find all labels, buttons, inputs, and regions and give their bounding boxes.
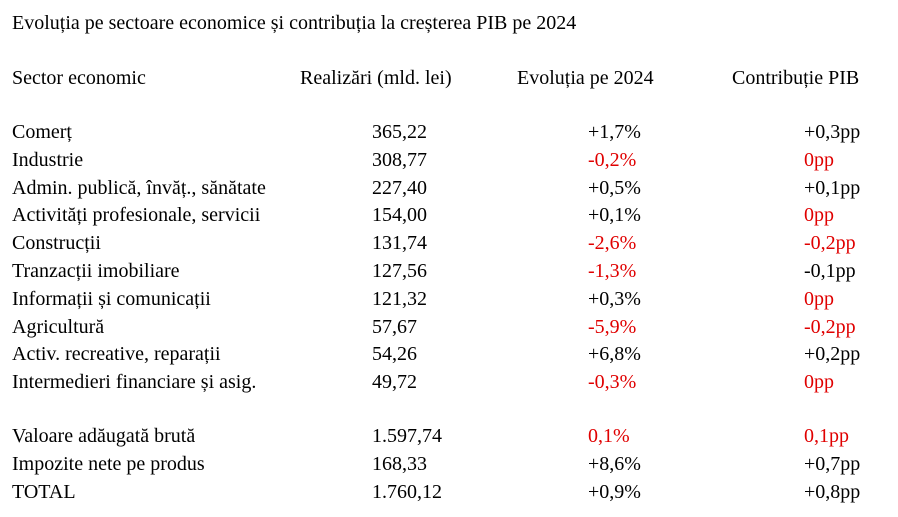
evolutia-cell: +0,3% [588, 287, 641, 310]
contributie-cell: +0,1pp [804, 176, 861, 199]
total-row [0, 478, 898, 506]
sector-name-cell: Activ. recreative, reparații [12, 343, 221, 366]
contributie-cell: 0pp [804, 287, 834, 310]
evolutia-cell: -1,3% [588, 260, 637, 282]
contributie-cell: +0,7pp [804, 452, 861, 475]
sector-row [0, 340, 898, 368]
sector-name-cell: Valoare adăugată brută [12, 425, 196, 447]
contributie-cell: 0pp [804, 204, 834, 227]
total-row [0, 450, 898, 478]
realizari-cell: 127,56 [372, 260, 427, 282]
contributie-cell: 0pp [804, 148, 834, 171]
sector-name-cell: Comerț [12, 121, 72, 143]
evolutia-cell: -5,9% [588, 315, 637, 338]
realizari-cell: 131,74 [372, 232, 427, 255]
contributie-cell: -0,2pp [804, 232, 856, 255]
evolutia-cell: -0,3% [588, 371, 637, 394]
evolutia-cell: +0,9% [588, 480, 641, 503]
sector-name-cell: Intermedieri financiare și asig. [12, 371, 257, 394]
sector-row [0, 146, 898, 174]
evolutia-cell: +8,6% [588, 452, 641, 475]
evolutia-cell: -0,2% [588, 148, 637, 171]
realizari-cell: 365,22 [372, 121, 427, 143]
sector-row [0, 313, 898, 341]
realizari-cell: 154,00 [372, 204, 427, 227]
realizari-cell: 57,67 [372, 315, 417, 338]
sector-name-cell: Activități profesionale, servicii [12, 204, 261, 227]
realizari-cell: 121,32 [372, 287, 427, 310]
sector-name-cell: Impozite nete pe produs [12, 452, 205, 475]
evolutia-cell: +6,8% [588, 343, 641, 366]
sector-name-cell: TOTAL [12, 480, 76, 503]
sector-name-cell: Admin. publică, învăț., sănătate [12, 176, 266, 199]
evolutia-cell: +0,1% [588, 204, 641, 227]
sector-name-cell: Informații și comunicații [12, 287, 211, 310]
column-header-sector: Sector economic [12, 67, 146, 89]
sector-name-cell: Agricultură [12, 315, 105, 338]
sector-row [0, 285, 898, 313]
contributie-cell: 0pp [804, 371, 834, 394]
realizari-cell: 227,40 [372, 176, 427, 199]
column-header-contributie: Contribuție PIB [732, 67, 860, 89]
evolutia-cell: +1,7% [588, 121, 641, 143]
realizari-cell: 1.760,12 [372, 480, 442, 503]
total-row [0, 422, 898, 450]
sector-name-cell: Tranzacții imobiliare [12, 260, 180, 282]
contributie-cell: +0,2pp [804, 343, 861, 366]
evolutia-cell: -2,6% [588, 232, 637, 255]
evolutia-cell: +0,5% [588, 176, 641, 199]
sector-row [0, 229, 898, 257]
realizari-cell: 168,33 [372, 452, 427, 475]
sector-row [0, 174, 898, 202]
contributie-cell: -0,2pp [804, 315, 856, 338]
sector-row [0, 118, 898, 146]
contributie-cell: -0,1pp [804, 260, 856, 282]
sector-name-cell: Industrie [12, 148, 84, 171]
realizari-cell: 54,26 [372, 343, 417, 366]
sector-name-cell: Construcții [12, 232, 101, 255]
contributie-cell: +0,3pp [804, 121, 861, 143]
contributie-cell: +0,8pp [804, 480, 861, 503]
realizari-cell: 49,72 [372, 371, 417, 394]
column-header-realizari: Realizări (mld. lei) [300, 67, 452, 89]
page-title: Evoluția pe sectoare economice și contribuția la creșterea PIB pe 2024 [12, 12, 577, 34]
realizari-cell: 1.597,74 [372, 425, 442, 447]
contributie-cell: 0,1pp [804, 425, 849, 447]
sector-row [0, 257, 898, 285]
column-header-evolutia: Evoluția pe 2024 [517, 67, 654, 89]
sector-row [0, 368, 898, 396]
evolutia-cell: 0,1% [588, 425, 630, 447]
sector-row [0, 201, 898, 229]
realizari-cell: 308,77 [372, 148, 427, 171]
